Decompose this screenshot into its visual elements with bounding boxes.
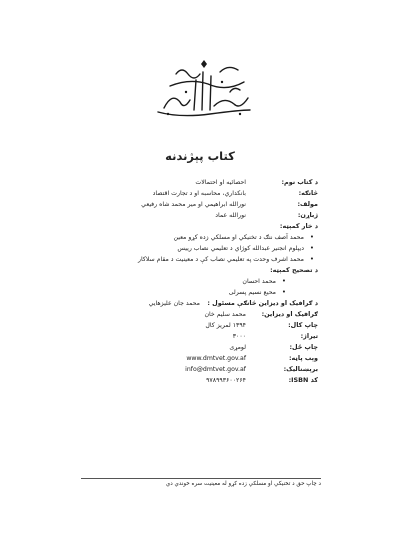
info-label: د ګرافیک او دیزاین څانګې مسئول : xyxy=(207,299,318,307)
info-label: څانګه: xyxy=(298,189,318,197)
email-link[interactable]: info@dmtvet.gov.af xyxy=(185,366,246,373)
info-value: بانکداري، محاسبه او د تجارت اقتصاد xyxy=(152,190,246,197)
info-row-isbn xyxy=(58,375,318,386)
bismillah-calligraphy-image xyxy=(150,52,258,124)
info-row-design-head xyxy=(58,298,318,309)
info-value: محمد جان علیزهایي xyxy=(148,300,200,307)
info-label: چاپ کال: xyxy=(288,321,318,329)
info-label: وېب پاڼه: xyxy=(289,354,318,362)
website-link[interactable]: www.dmtvet.gov.af xyxy=(186,355,246,362)
correction-committee-item: • محمد احسان xyxy=(58,276,318,287)
info-value: نورالله ابراهیمي او میر محمد شاه رفیعي xyxy=(141,201,246,208)
review-committee-heading: د خار کمېټه: xyxy=(279,222,318,230)
info-value: نورالله عماد xyxy=(215,212,246,219)
info-value: ۱۳۹۴ لمریز کال xyxy=(205,322,246,329)
correction-committee-item: • محیع نسیم پسرلی xyxy=(58,287,318,298)
info-row-design xyxy=(58,309,318,320)
info-row-circulation xyxy=(58,331,318,342)
info-label: د کتاب نوم: xyxy=(281,178,318,186)
info-value: احصائیه او احتمالات xyxy=(195,179,246,186)
review-committee-item: • محمد اشرف وحدت په تعلیمي نصاب کې د معینیت د مقام سلاکار xyxy=(58,254,318,265)
info-label: ګرافیک او دیزاین: xyxy=(261,310,318,318)
info-row-book-name xyxy=(58,177,318,188)
info-label: کد ISBN: xyxy=(288,376,318,384)
info-label: تیراژ: xyxy=(300,332,318,340)
info-label: چاپ ځل: xyxy=(289,343,318,351)
info-label: برېښنالیک: xyxy=(283,365,318,373)
info-value: ۳۰۰۰ xyxy=(232,333,246,340)
info-value: محمد سلیم خان xyxy=(204,311,246,318)
info-row-print-year xyxy=(58,320,318,331)
info-row-department xyxy=(58,188,318,199)
book-info-list xyxy=(58,177,318,386)
correction-committee-heading: د تصحیح کمېټه: xyxy=(270,266,318,274)
info-label: مولف: xyxy=(297,200,318,208)
info-row-email xyxy=(58,364,318,375)
info-row-translator xyxy=(58,210,318,221)
info-label: ژباړن: xyxy=(297,211,318,219)
copyright-notice: د چاپ حق د تخنیکي او مسلکي زده کړو له معینیت سره خوندي دي xyxy=(81,478,321,487)
info-row-author xyxy=(58,199,318,210)
info-row-edition xyxy=(58,342,318,353)
review-committee-item: • محمد آصف ننګ د تخنیکي او مسلکي زده کړو معین xyxy=(58,232,318,243)
info-value: ۹۷۸۹۹۳۶۰۰۲۶۴ xyxy=(206,377,246,384)
info-row-website xyxy=(58,353,318,364)
review-committee-item: • دیپلوم انجنیر عبدالله کوژاي د تعلیمي نصاب رییس xyxy=(58,243,318,254)
page-title: کتاب پېژندنه xyxy=(165,149,235,163)
info-value: لومړی xyxy=(229,344,246,351)
